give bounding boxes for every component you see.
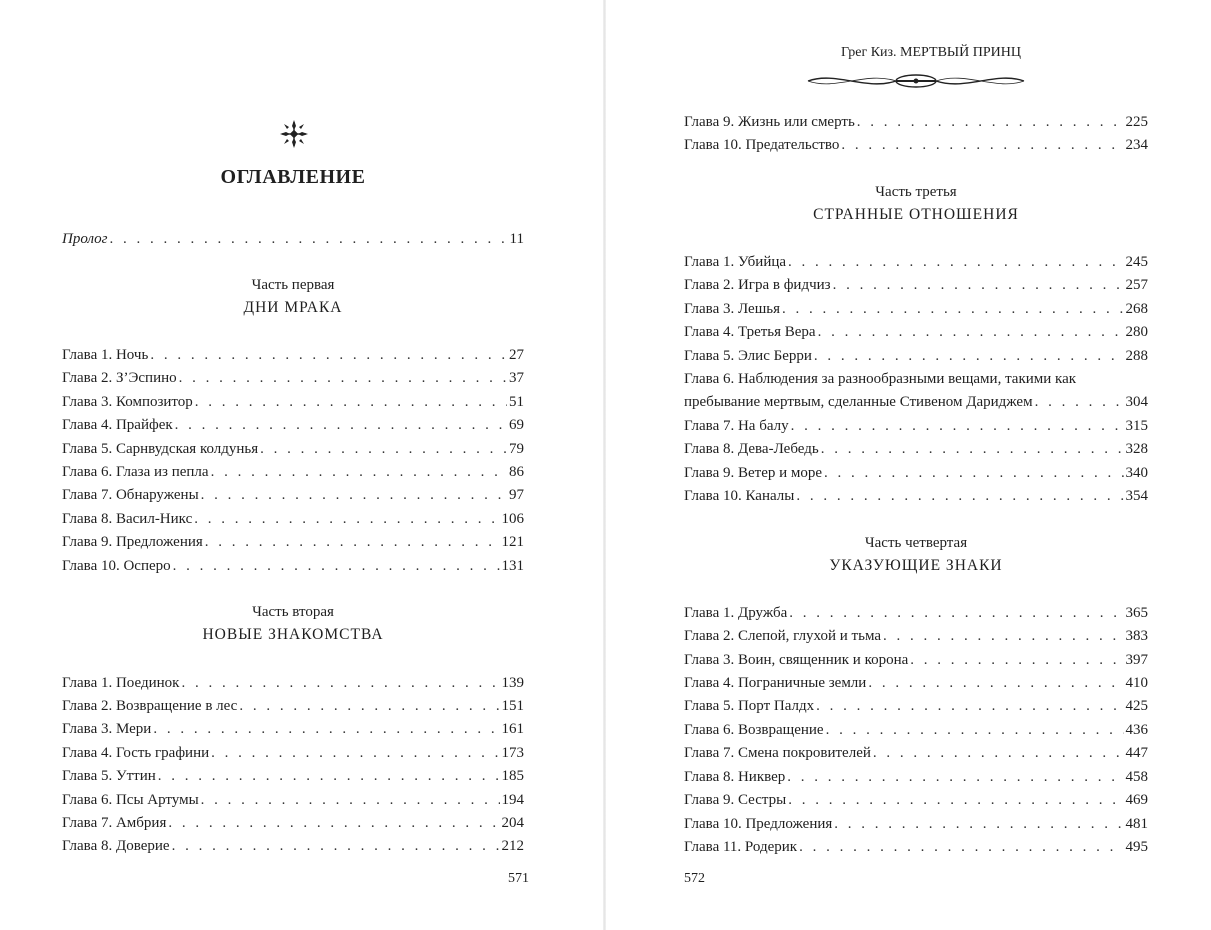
- toc-entry[interactable]: [684, 742, 1148, 764]
- entry-label: Глава 9. Сестры: [684, 792, 787, 808]
- toc-entry[interactable]: [62, 344, 524, 366]
- decorative-flourish-icon: [806, 68, 1026, 94]
- entry-label: Глава 1. Ночь: [62, 347, 149, 363]
- leader-dots: [821, 438, 1124, 460]
- part-title: ДНИ МРАКА: [243, 299, 343, 316]
- leader-dots: [816, 695, 1123, 717]
- part-label: Часть третья: [875, 184, 957, 200]
- entry-label: Глава 8. Доверие: [62, 838, 170, 854]
- entry-page: 97: [509, 487, 524, 503]
- toc-entry-prologue[interactable]: [62, 228, 524, 250]
- entry-label: Пролог: [62, 231, 108, 247]
- toc-entry-multiline-first[interactable]: [684, 368, 1148, 390]
- entry-label: Глава 4. Пограничные земли: [684, 675, 867, 691]
- entry-page: 268: [1125, 301, 1148, 317]
- toc-entry[interactable]: [62, 555, 524, 577]
- part-title: НОВЫЕ ЗНАКОМСТВА: [202, 626, 384, 643]
- entry-label: Глава 2. Возвращение в лес: [62, 698, 238, 714]
- entry-label: Глава 1. Убийца: [684, 254, 787, 270]
- left-page: [62, 0, 529, 930]
- leader-dots: [833, 274, 1124, 296]
- toc-entry[interactable]: [684, 298, 1148, 320]
- entry-page: 131: [501, 558, 524, 574]
- toc-entry[interactable]: [684, 111, 1148, 133]
- toc-entry[interactable]: [62, 414, 524, 436]
- entry-label: Глава 10. Каналы: [684, 488, 795, 504]
- toc-entry[interactable]: [684, 251, 1148, 273]
- toc-entry[interactable]: [684, 602, 1148, 624]
- entry-page: 383: [1125, 628, 1148, 644]
- toc-entry-multiline-second[interactable]: [684, 391, 1148, 413]
- entry-label: Глава 1. Поединок: [62, 675, 180, 691]
- entry-label: Глава 7. На балу: [684, 418, 789, 434]
- toc-entry[interactable]: [684, 649, 1148, 671]
- leader-dots: [239, 695, 499, 717]
- entry-page: 86: [509, 464, 524, 480]
- leader-dots: [788, 789, 1123, 811]
- entry-page: 354: [1125, 488, 1148, 504]
- entry-label: Глава 6. Возвращение: [684, 722, 824, 738]
- leader-dots: [195, 391, 507, 413]
- entry-label: пребывание мертвым, сделанные Стивеном Дариджем: [684, 394, 1033, 410]
- page-number: 571: [508, 871, 529, 886]
- leader-dots: [201, 484, 507, 506]
- leader-dots: [791, 415, 1124, 437]
- toc-entry[interactable]: [684, 813, 1148, 835]
- leader-dots: [824, 462, 1123, 484]
- leader-dots: [110, 228, 508, 250]
- toc-title: ОГЛАВЛЕНИЕ: [220, 166, 366, 188]
- leader-dots: [799, 836, 1123, 858]
- toc-entry[interactable]: [684, 274, 1148, 296]
- toc-entry[interactable]: [62, 484, 524, 506]
- leader-dots: [173, 555, 500, 577]
- entry-page: 495: [1125, 839, 1148, 855]
- entry-label: Глава 2. З’Эспино: [62, 370, 177, 386]
- toc-entry[interactable]: [684, 462, 1148, 484]
- toc-entry[interactable]: [684, 836, 1148, 858]
- leader-dots: [179, 367, 507, 389]
- leader-dots: [153, 718, 499, 740]
- leader-dots: [172, 835, 500, 857]
- entry-page: 436: [1125, 722, 1148, 738]
- entry-label: Глава 10. Предательство: [684, 137, 840, 153]
- entry-label: Глава 5. Уттин: [62, 768, 156, 784]
- entry-page: 245: [1125, 254, 1148, 270]
- leader-dots: [194, 508, 499, 530]
- entry-page: 280: [1125, 324, 1148, 340]
- toc-entry[interactable]: [62, 742, 524, 764]
- entry-page: 121: [501, 534, 524, 550]
- toc-entry[interactable]: [62, 695, 524, 717]
- toc-entry[interactable]: [684, 625, 1148, 647]
- toc-entry[interactable]: [684, 134, 1148, 156]
- entry-page: 27: [509, 347, 524, 363]
- entry-label: Глава 9. Предложения: [62, 534, 203, 550]
- entry-label: Глава 4. Прайфек: [62, 417, 173, 433]
- entry-page: 173: [501, 745, 524, 761]
- floral-ornament-icon: [278, 118, 310, 150]
- entry-page: 106: [501, 511, 524, 527]
- running-head: Грег Киз. МЕРТВЫЙ ПРИНЦ: [841, 45, 1021, 60]
- leader-dots: [814, 345, 1124, 367]
- entry-label: Глава 8. Дева-Лебедь: [684, 441, 819, 457]
- right-page: [684, 0, 1148, 930]
- book-gutter: [603, 0, 606, 930]
- entry-page: 194: [501, 792, 524, 808]
- leader-dots: [205, 531, 500, 553]
- leader-dots: [201, 789, 500, 811]
- entry-page: 304: [1125, 394, 1148, 410]
- leader-dots: [260, 438, 507, 460]
- leader-dots: [789, 602, 1123, 624]
- leader-dots: [788, 251, 1123, 273]
- entry-label: Глава 6. Наблюдения за разнообразными вещами, такими как: [684, 371, 1077, 387]
- entry-label: Глава 9. Ветер и море: [684, 465, 823, 481]
- entry-page: 447: [1125, 745, 1148, 761]
- entry-label: Глава 7. Амбрия: [62, 815, 167, 831]
- toc-entry[interactable]: [684, 345, 1148, 367]
- entry-label: Глава 7. Смена покровителей: [684, 745, 871, 761]
- entry-label: Глава 10. Предложения: [684, 816, 833, 832]
- entry-label: Глава 3. Мери: [62, 721, 152, 737]
- entry-label: Глава 5. Элис Берри: [684, 348, 812, 364]
- entry-label: Глава 4. Гость графини: [62, 745, 210, 761]
- entry-page: 37: [509, 370, 524, 386]
- entry-page: 365: [1125, 605, 1148, 621]
- leader-dots: [150, 344, 507, 366]
- toc-entry[interactable]: [62, 391, 524, 413]
- leader-dots: [841, 134, 1123, 156]
- entry-page: 315: [1125, 418, 1148, 434]
- leader-dots: [883, 625, 1124, 647]
- entry-label: Глава 10. Осперо: [62, 558, 171, 574]
- entry-page: 234: [1125, 137, 1148, 153]
- entry-label: Глава 2. Игра в фидчиз: [684, 277, 831, 293]
- toc-entry[interactable]: [62, 461, 524, 483]
- toc-entry[interactable]: [684, 672, 1148, 694]
- toc-entry[interactable]: [684, 789, 1148, 811]
- leader-dots: [826, 719, 1124, 741]
- part-title: СТРАННЫЕ ОТНОШЕНИЯ: [813, 206, 1019, 223]
- toc-entry[interactable]: [62, 789, 524, 811]
- toc-entry[interactable]: [684, 415, 1148, 437]
- toc-entry[interactable]: [62, 672, 524, 694]
- leader-dots: [834, 813, 1123, 835]
- entry-page: 51: [509, 394, 524, 410]
- entry-label: Глава 2. Слепой, глухой и тьма: [684, 628, 881, 644]
- part-title: УКАЗУЮЩИЕ ЗНАКИ: [829, 557, 1003, 574]
- toc-entry[interactable]: [684, 695, 1148, 717]
- leader-dots: [787, 766, 1123, 788]
- leader-dots: [818, 321, 1124, 343]
- leader-dots: [211, 742, 499, 764]
- leader-dots: [181, 672, 499, 694]
- entry-label: Глава 8. Никвер: [684, 769, 786, 785]
- leader-dots: [175, 414, 507, 436]
- leader-dots: [796, 485, 1123, 507]
- part-label: Часть вторая: [252, 604, 334, 620]
- toc-entry[interactable]: [62, 508, 524, 530]
- leader-dots: [1035, 391, 1124, 413]
- entry-label: Глава 5. Сарнвудская колдунья: [62, 441, 259, 457]
- entry-label: Глава 3. Композитор: [62, 394, 193, 410]
- entry-page: 11: [509, 231, 524, 247]
- leader-dots: [868, 672, 1123, 694]
- toc-entry[interactable]: [684, 321, 1148, 343]
- toc-entry[interactable]: [684, 766, 1148, 788]
- toc-entry[interactable]: [62, 531, 524, 553]
- toc-entry[interactable]: [62, 765, 524, 787]
- entry-label: Глава 5. Порт Палдх: [684, 698, 815, 714]
- entry-page: 458: [1125, 769, 1148, 785]
- entry-label: Глава 8. Васил-Никс: [62, 511, 193, 527]
- leader-dots: [211, 461, 507, 483]
- toc-entry[interactable]: [62, 367, 524, 389]
- entry-page: 257: [1125, 277, 1148, 293]
- entry-page: 139: [501, 675, 524, 691]
- leader-dots: [873, 742, 1124, 764]
- toc-entry[interactable]: [62, 718, 524, 740]
- entry-page: 204: [501, 815, 524, 831]
- entry-page: 69: [509, 417, 524, 433]
- entry-page: 79: [509, 441, 524, 457]
- toc-entry[interactable]: [684, 485, 1148, 507]
- leader-dots: [782, 298, 1124, 320]
- leader-dots: [158, 765, 500, 787]
- part-label: Часть четвертая: [864, 535, 968, 551]
- page-number: 572: [684, 871, 705, 886]
- toc-entry[interactable]: [684, 438, 1148, 460]
- entry-page: 328: [1125, 441, 1148, 457]
- toc-entry[interactable]: [62, 438, 524, 460]
- entry-page: 410: [1125, 675, 1148, 691]
- entry-label: Глава 1. Дружба: [684, 605, 788, 621]
- entry-label: Глава 3. Воин, священник и корона: [684, 652, 909, 668]
- entry-page: 225: [1125, 114, 1148, 130]
- entry-label: Глава 7. Обнаружены: [62, 487, 199, 503]
- entry-page: 161: [501, 721, 524, 737]
- leader-dots: [857, 111, 1124, 133]
- part-label: Часть первая: [251, 277, 335, 293]
- entry-label: Глава 6. Глаза из пепла: [62, 464, 209, 480]
- entry-label: Глава 9. Жизнь или смерть: [684, 114, 855, 130]
- toc-entry[interactable]: [684, 719, 1148, 741]
- leader-dots: [910, 649, 1123, 671]
- entry-page: 469: [1125, 792, 1148, 808]
- entry-page: 151: [501, 698, 524, 714]
- entry-page: 397: [1125, 652, 1148, 668]
- leader-dots: [168, 812, 499, 834]
- toc-entry[interactable]: [62, 835, 524, 857]
- entry-page: 481: [1125, 816, 1148, 832]
- entry-page: 212: [501, 838, 524, 854]
- toc-entry[interactable]: [62, 812, 524, 834]
- entry-page: 425: [1125, 698, 1148, 714]
- entry-page: 288: [1125, 348, 1148, 364]
- entry-page: 340: [1125, 465, 1148, 481]
- entry-label: Глава 3. Лешья: [684, 301, 780, 317]
- entry-label: Глава 4. Третья Вера: [684, 324, 816, 340]
- entry-label: Глава 11. Родерик: [684, 839, 798, 855]
- entry-page: 185: [501, 768, 524, 784]
- entry-label: Глава 6. Псы Артумы: [62, 792, 199, 808]
